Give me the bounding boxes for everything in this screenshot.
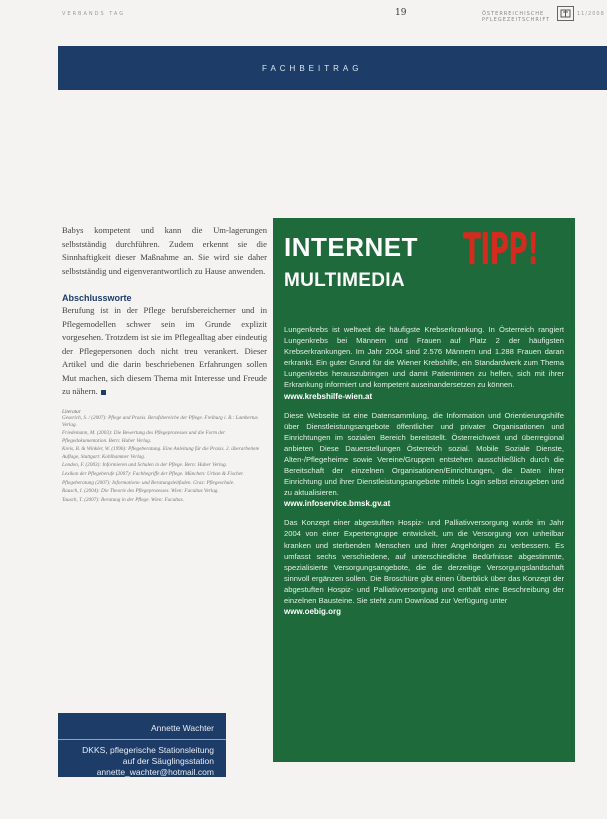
article-column xyxy=(62,224,267,506)
journal-logo-icon xyxy=(557,6,574,21)
intro-paragraph: Babys kompetent und kann die Um-lagerungen selbstständig durchführen. Zudem erkennt sie die Sinnhaftigkeit dieser Maßnahme an. Sie wird sie daher selbstständig und eigenverantwortlich zu Hause anwenden. xyxy=(62,225,267,276)
tip-link[interactable]: www.infoservice.bmsk.gv.at xyxy=(284,499,391,509)
tip-link[interactable]: www.krebshilfe-wien.at xyxy=(284,391,373,401)
internet-tip-box xyxy=(273,218,575,762)
author-info xyxy=(82,745,214,778)
end-mark-icon xyxy=(101,390,106,395)
literature-item: Friedemann, M. (2003): Die Bewertung des Pflegeprozesses und die Form der Pflegedokumentation. Bern: Huber Verlag. xyxy=(62,430,226,444)
literature-item: Pflegeberatung (2007): Informations- und Beratungsleitfaden. Graz: Pflegeschule. xyxy=(62,479,235,486)
author-divider xyxy=(58,739,226,740)
author-role: DKKS, pflegerische Stationsleitung xyxy=(82,745,214,755)
literature-item: London, F. (2003): Informieren und Schulen in der Pflege. Bern: Huber Verlag. xyxy=(62,462,227,469)
literature-item: Geserich, S. / (2007): Pflege und Praxis. Berufsbereiche der Pflege. Freiburg i. B.: Lambertus Verlag. xyxy=(62,414,258,428)
tip-paragraph: Lungenkrebs ist weltweit die häufigste Krebserkrankung. In Österreich rangiert Lungenkrebs bei Männern und Frauen auf Platz 2 der häufigsten Krebserkrankungen. Im Jahr 2004 sind 2.576 Männern und 1.288 Frauen daran erkrankt. Ein guter Grund für die Wiener Krebshilfe, ein Standardwerk zum Thema Lungenkrebs herauszubringen und damit Patientinnen zu helfen, sich mit ihrer Erkrankung informiert und kompetent auseinandersetzen zu können. xyxy=(284,325,564,390)
author-station: auf der Säuglingsstation xyxy=(122,756,214,766)
tipp-stamp: TIPP! xyxy=(463,224,539,275)
tip-subtitle: MULTIMEDIA xyxy=(284,270,405,291)
author-email[interactable]: annette_wachter@hotmail.com xyxy=(96,767,214,777)
tip-body xyxy=(284,324,564,616)
closing-heading: Abschlussworte xyxy=(62,293,132,303)
issue-label: 11/2008 xyxy=(577,11,605,17)
literature-list xyxy=(62,415,267,505)
tip-paragraph: Diese Webseite ist eine Datensammlung, die Information und Orientierungshilfe über Dienstleistungsangebote öffentlicher und privater Organisationen und Einrichtungen im sozialen Bereich bereitstellt. Österreichweit und überregional anbieten Diese Dauerstellungen Österreich sozial. Mobile Soziale Dienste, Alten-/Pflegeheime sowie Vereine/Gruppen entstehen ausschließlich durch die Bereitschaft der einzelnen Organisationen/Einrichtungen, die Daten ihrer Einrichtung und ihrer Dienstleistungsangebote mittels Login selbst einzugeben und zu aktualisieren. xyxy=(284,410,564,498)
tip-paragraph: Das Konzept einer abgestuften Hospiz- und Palliativversorgung wurde im Jahr 2004 von einer Expertengruppe entwickelt, um die Versorgung von unheilbar kranken und sterbenden Menschen und ihrer Angehörigen zu verbessern. Es umfasst sechs verschiedene, auf unterschiedliche Bedürfnisse abgestimmte, spezialisierte Versorgungsangebote, die die derzeitige Versorgungslandschaft sinnvoll ergänzen sollen. Die Broschüre gibt einen Überblick über das Konzept der abgestuften Hospiz- und Palliativversorgung und enthält eine Beschreibung der einzelnen Bausteine. Sie steht zum Download zur Verfügung unter xyxy=(284,518,564,605)
closing-paragraph xyxy=(62,304,267,399)
author-name: Annette Wachter xyxy=(151,723,214,733)
tip-title: INTERNET xyxy=(284,232,418,262)
tip-link[interactable]: www.oebig.org xyxy=(284,607,342,617)
literature-item: Lexikon der Pflegeberufe (2007): Fachbegriffe der Pflege. München: Urban & Fischer. xyxy=(62,470,244,477)
author-box xyxy=(58,713,226,777)
literature-item: Rausch, I. (2004): Die Theorie des Pflegeprozesses. Wien: Facultas Verlag. xyxy=(62,488,219,495)
closing-text: Berufung ist in der Pflege berufsbereicherner und in Pflegemodellen schwer sein im Grunde explizit vorgesehen. Trotzdem ist sie im Pflegealltag aber eindeutig der Pflegepersonen doch nicht treu verankert. Dieser Artikel und die darin beschriebenen Erfahrungen sollen Mut machen, sich diesem Thema mit Interesse und Freude zu nähern. xyxy=(62,305,267,396)
literature-item: Tausch, T. (2007): Beratung in der Pflege. Wien: Facultas. xyxy=(62,497,184,504)
journal-name: ÖSTERREICHISCHE PFLEGEZEITSCHRIFT xyxy=(482,11,551,23)
page-number: 19 xyxy=(395,8,407,18)
literature-item: Kreis, B. & Winkler, W. (1996): Pflegeberatung. Eine Anleitung für die Praxis. 2. überarbeitete Auflage, Stuttgart: Kohlhammer Verlag. xyxy=(62,446,260,460)
page-header xyxy=(0,0,607,28)
running-head-left: VERBANDS TAG xyxy=(62,11,126,17)
section-label: FACHBEITRAG xyxy=(262,64,363,73)
literature-heading: Literatur xyxy=(62,408,81,415)
